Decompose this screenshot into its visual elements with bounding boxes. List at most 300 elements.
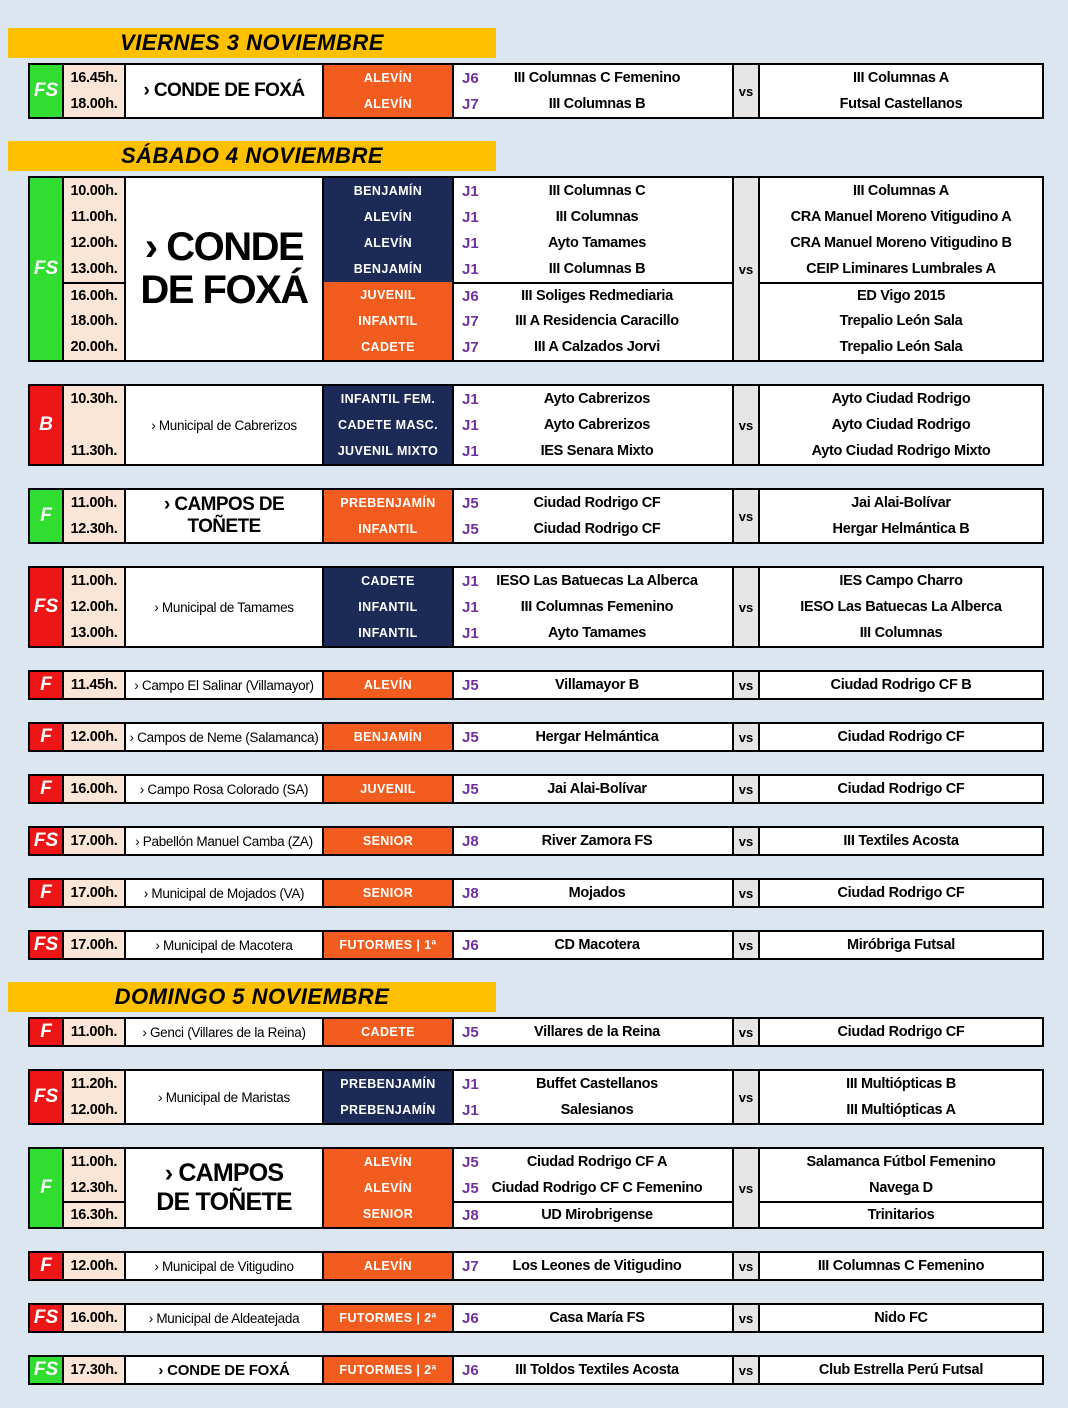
jornada-label: J5 [462,494,479,512]
home-team: Hergar Helmántica [535,729,659,745]
vs-label: vs [734,1019,760,1045]
category-badge: FUTORMES | 1ª [324,932,452,958]
category-badge: PREBENJAMÍN [324,490,452,516]
venue-name [126,828,324,854]
category-badge: CADETE [324,568,452,594]
away-teams-column [760,1019,1042,1045]
home-team: IESO Las Batuecas La Alberca [496,573,698,589]
categories-column [324,880,454,906]
match-block [28,774,1044,804]
match-block [28,176,1044,362]
away-teams-column [760,828,1042,854]
home-teams-column [454,1071,734,1123]
away-team: Miróbriga Futsal [847,937,955,953]
times-column [64,932,126,958]
category-badge: ALEVÍN [324,230,452,256]
time-label: 12.30h. [70,521,118,537]
categories-column [324,776,454,802]
times-column [64,1357,126,1383]
venue-name [126,776,324,802]
venue-line: DE FOXÁ [140,268,308,312]
jornada-label: J6 [462,936,479,954]
away-team: III Columnas A [853,70,949,86]
away-teams-column [760,568,1042,646]
home-team: River Zamora FS [541,833,653,849]
venue-line: › Municipal de Aldeatejada [148,1310,300,1326]
away-team: Trepalio León Sala [839,339,963,355]
vs-label: vs [734,724,760,750]
match-row [454,1097,732,1123]
home-team: Buffet Castellanos [536,1076,658,1092]
home-teams-column [454,932,734,958]
match-row [454,308,732,334]
jornada-label: J6 [462,287,479,305]
jornada-label: J8 [462,1206,479,1224]
categories-column [324,724,454,750]
time-label: 12.00h. [70,1102,118,1118]
times-column [64,828,126,854]
away-teams-column [760,1253,1042,1279]
time-label: 16.00h. [70,781,118,797]
jornada-label: J6 [462,1361,479,1379]
time-label: 11.00h. [70,209,118,225]
time-label: 17.30h. [70,1362,118,1378]
venue-name [126,568,324,646]
away-team: III Columnas C Femenino [817,1258,985,1274]
competition-code-badge: F [30,672,64,698]
venue-name [126,65,324,117]
venue-line: › CONDE DE FOXÁ [158,1361,290,1379]
time-label: 16.00h. [70,1310,118,1326]
jornada-label: J1 [462,234,479,252]
match-row [454,1357,732,1383]
category-badge: SENIOR [324,880,452,906]
home-teams-column [454,386,734,464]
times-column [64,776,126,802]
venue-name [126,1357,324,1383]
time-label: 12.00h. [70,729,118,745]
time-label: 10.00h. [70,183,118,199]
home-team: Los Leones de Vitigudino [512,1258,682,1274]
home-team: Ciudad Rodrigo CF [533,521,661,537]
time-label: 11.45h. [70,677,118,693]
match-row [454,204,732,230]
categories-column [324,1071,454,1123]
time-label: 10.30h. [70,391,118,407]
home-teams-column [454,178,734,360]
venue-name [126,1253,324,1279]
categories-column [324,1253,454,1279]
category-badge: PREBENJAMÍN [324,1071,452,1097]
jornada-label: J7 [462,95,479,113]
competition-code-badge: FS [30,178,64,360]
times-column [64,178,126,360]
match-row [454,1149,732,1175]
vs-label: vs [734,1357,760,1383]
categories-column [324,386,454,464]
away-team: Ayto Ciudad Rodrigo [831,391,971,407]
categories-column [324,932,454,958]
jornada-label: J1 [462,208,479,226]
jornada-label: J1 [462,260,479,278]
competition-code-badge: F [30,1253,64,1279]
home-team: IES Senara Mixto [540,443,654,459]
away-teams-column [760,386,1042,464]
jornada-label: J5 [462,1023,479,1041]
home-teams-column [454,672,734,698]
categories-column [324,1357,454,1383]
category-badge: FUTORMES | 2ª [324,1305,452,1331]
times-column [64,65,126,117]
away-team: Nido FC [874,1310,928,1326]
category-badge: INFANTIL [324,516,452,542]
away-team: CRA Manuel Moreno Vitigudino B [790,235,1012,251]
category-badge: PREBENJAMÍN [324,1097,452,1123]
home-team: Ciudad Rodrigo CF [533,495,661,511]
time-label: 11.00h. [70,1154,118,1170]
home-team: III Soliges Redmediaria [521,288,673,304]
away-teams-column [760,776,1042,802]
match-row [454,620,732,646]
away-teams-column [760,1149,1042,1227]
times-column [64,672,126,698]
venue-line: › CONDE [144,224,304,269]
away-team: III Columnas A [853,183,949,199]
jornada-label: J1 [462,572,479,590]
category-badge: ALEVÍN [324,672,452,698]
time-label: 17.00h. [70,937,118,953]
times-column [64,1253,126,1279]
time-label: 11.00h. [70,573,118,589]
category-badge: INFANTIL [324,594,452,620]
jornada-label: J1 [462,624,479,642]
away-team: CEIP Liminares Lumbrales A [806,261,996,277]
match-row [454,334,732,360]
competition-code-badge: F [30,880,64,906]
times-column [64,1019,126,1045]
category-badge: CADETE MASC. [324,412,452,438]
match-row [454,594,732,620]
jornada-label: J7 [462,338,479,356]
category-badge: ALEVÍN [324,1253,452,1279]
away-team: Ayto Ciudad Rodrigo [831,417,971,433]
home-team: Jai Alai-Bolívar [547,781,647,797]
time-label: 16.30h. [64,1201,124,1227]
jornada-label: J8 [462,832,479,850]
time-label: 13.00h. [70,261,118,277]
match-row [454,438,732,464]
competition-code-badge: B [30,386,64,464]
home-teams-column [454,1357,734,1383]
away-teams-column [760,1305,1042,1331]
away-team: Ciudad Rodrigo CF [837,781,965,797]
home-teams-column [454,880,734,906]
jornada-label: J6 [462,69,479,87]
vs-label: vs [734,1071,760,1123]
venue-name [126,1019,324,1045]
match-row [454,568,732,594]
match-row [454,1253,732,1279]
category-badge: CADETE [324,1019,452,1045]
away-team: III Multiópticas A [846,1102,956,1118]
away-team: Hergar Helmántica B [832,521,970,537]
away-team: Ciudad Rodrigo CF [837,729,965,745]
match-row [454,1201,732,1227]
category-badge: BENJAMÍN [324,256,452,282]
match-row [454,1071,732,1097]
vs-label: vs [734,490,760,542]
day-header: DOMINGO 5 NOVIEMBRE [8,982,496,1012]
category-badge: ALEVÍN [324,204,452,230]
match-row [454,828,732,854]
match-row [454,880,732,906]
home-team: CD Macotera [554,937,640,953]
away-team: III Columnas [859,625,943,641]
match-row [454,1305,732,1331]
away-team: Futsal Castellanos [839,96,963,112]
times-column [64,568,126,646]
jornada-label: J5 [462,676,479,694]
category-badge: SENIOR [324,1201,452,1227]
away-team: III Multiópticas B [846,1076,956,1092]
home-teams-column [454,828,734,854]
vs-label: vs [734,178,760,360]
vs-label: vs [734,672,760,698]
away-team: CRA Manuel Moreno Vitigudino A [790,209,1012,225]
away-teams-column [760,490,1042,542]
away-team: ED Vigo 2015 [760,282,1042,308]
vs-label: vs [734,880,760,906]
away-teams-column [760,178,1042,360]
home-team: III Columnas [555,209,639,225]
match-row [454,230,732,256]
category-badge: BENJAMÍN [324,724,452,750]
time-label: 11.00h. [70,495,118,511]
match-block [28,566,1044,648]
category-badge: BENJAMÍN [324,178,452,204]
venue-name [126,1071,324,1123]
match-row [454,412,732,438]
home-team: III A Residencia Caracillo [515,313,679,329]
venue-line: › CONDE DE FOXÁ [143,80,305,101]
home-team: III Columnas B [548,261,646,277]
time-label: 13.00h. [70,625,118,641]
venue-name [126,490,324,542]
match-row [454,776,732,802]
away-teams-column [760,65,1042,117]
venue-name [126,386,324,464]
home-teams-column [454,490,734,542]
vs-label: vs [734,776,760,802]
home-team: III Columnas Femenino [520,599,674,615]
venue-name [126,672,324,698]
away-team: Ciudad Rodrigo CF [837,1024,965,1040]
home-team: III A Calzados Jorvi [534,339,660,355]
jornada-label: J1 [462,182,479,200]
category-badge: ALEVÍN [324,91,452,117]
jornada-label: J5 [462,1153,479,1171]
venue-line: › Campo Rosa Colorado (SA) [139,781,309,797]
match-row [454,1175,732,1201]
jornada-label: J8 [462,884,479,902]
time-label: 12.00h. [70,1258,118,1274]
home-teams-column [454,65,734,117]
categories-column [324,1305,454,1331]
match-block [28,878,1044,908]
venue-line: › Campos de Neme (Salamanca) [129,729,319,745]
day-header: SÁBADO 4 NOVIEMBRE [8,141,496,171]
venue-line: › Pabellón Manuel Camba (ZA) [135,833,313,849]
match-block [28,930,1044,960]
home-team: Salesianos [560,1102,634,1118]
time-label: 16.00h. [64,282,124,308]
categories-column [324,1019,454,1045]
home-teams-column [454,776,734,802]
away-teams-column [760,724,1042,750]
category-badge: ALEVÍN [324,65,452,91]
home-team: Villares de la Reina [534,1024,660,1040]
away-team: Jai Alai-Bolívar [851,495,951,511]
home-team: Ayto Cabrerizos [543,391,651,407]
category-badge: INFANTIL [324,620,452,646]
day-header: VIERNES 3 NOVIEMBRE [8,28,496,58]
match-row [454,91,732,117]
home-team: III Columnas C Femenino [513,70,681,86]
venue-name [126,178,324,360]
away-teams-column [760,932,1042,958]
jornada-label: J5 [462,780,479,798]
time-label: 11.30h. [70,443,118,459]
match-row [454,386,732,412]
category-badge: SENIOR [324,828,452,854]
category-badge: CADETE [324,334,452,360]
jornada-label: J6 [462,1309,479,1327]
match-row [454,672,732,698]
category-badge: JUVENIL [324,776,452,802]
vs-label: vs [734,828,760,854]
home-team: UD Mirobrigense [541,1207,653,1223]
venue-line: › Municipal de Macotera [155,937,293,953]
venue-name [126,1305,324,1331]
home-team: Mojados [568,885,626,901]
time-label [64,412,124,438]
time-label: 18.00h. [70,96,118,112]
time-label: 18.00h. [70,313,118,329]
venue-line: › Municipal de Maristas [158,1089,290,1105]
time-label: 11.20h. [70,1076,118,1092]
match-row [454,1019,732,1045]
vs-label: vs [734,568,760,646]
away-team: Salamanca Fútbol Femenino [806,1154,996,1170]
competition-code-badge: F [30,490,64,542]
competition-code-badge: FS [30,828,64,854]
match-block [28,670,1044,700]
away-team: IESO Las Batuecas La Alberca [800,599,1002,615]
match-block [28,1251,1044,1281]
home-team: III Columnas B [548,96,646,112]
venue-line: › Genci (Villares de la Reina) [142,1024,306,1040]
venue-name [126,932,324,958]
venue-name [126,724,324,750]
venue-line: › Campo El Salinar (Villamayor) [134,677,314,693]
home-teams-column [454,568,734,646]
category-badge: INFANTIL [324,308,452,334]
away-team: Ciudad Rodrigo CF B [830,677,972,693]
vs-label: vs [734,932,760,958]
category-badge: FUTORMES | 2ª [324,1357,452,1383]
time-label: 17.00h. [70,833,118,849]
away-teams-column [760,672,1042,698]
venue-line: › Municipal de Mojados (VA) [143,885,305,901]
competition-code-badge: FS [30,1305,64,1331]
venue-line: › Municipal de Tamames [154,599,294,615]
match-row [454,65,732,91]
venue-line: DE TOÑETE [156,1188,292,1216]
home-teams-column [454,1305,734,1331]
jornada-label: J5 [462,728,479,746]
venue-line: › CAMPOS DE TOÑETE [163,494,285,537]
match-block [28,826,1044,856]
category-badge: JUVENIL [324,282,452,308]
time-label: 17.00h. [70,885,118,901]
match-row [454,932,732,958]
time-label: 12.00h. [70,235,118,251]
times-column [64,1305,126,1331]
time-label: 12.00h. [70,599,118,615]
competition-code-badge: FS [30,568,64,646]
competition-code-badge: FS [30,932,64,958]
categories-column [324,828,454,854]
match-block [28,1069,1044,1125]
times-column [64,1149,126,1227]
time-label: 16.45h. [70,70,118,86]
category-badge: ALEVÍN [324,1175,452,1201]
category-badge: ALEVÍN [324,1149,452,1175]
times-column [64,880,126,906]
category-badge: JUVENIL MIXTO [324,438,452,464]
vs-label: vs [734,65,760,117]
categories-column [324,672,454,698]
competition-code-badge: F [30,1019,64,1045]
away-teams-column [760,1357,1042,1383]
categories-column [324,1149,454,1227]
match-block [28,384,1044,466]
jornada-label: J7 [462,312,479,330]
competition-code-badge: F [30,776,64,802]
home-team: III Toldos Textiles Acosta [515,1362,679,1378]
time-label: 12.30h. [70,1180,118,1196]
home-team: Casa María FS [549,1310,645,1326]
home-team: Ayto Tamames [548,625,646,641]
vs-label: vs [734,1253,760,1279]
match-row [454,282,732,308]
away-team: IES Campo Charro [839,573,963,589]
match-row [454,256,732,282]
competition-code-badge: FS [30,1071,64,1123]
away-team: Ayto Ciudad Rodrigo Mixto [811,443,991,459]
home-team: Ayto Cabrerizos [543,417,651,433]
vs-label: vs [734,1305,760,1331]
categories-column [324,568,454,646]
match-row [454,724,732,750]
home-team: Ciudad Rodrigo CF C Femenino [491,1180,703,1196]
category-badge: INFANTIL FEM. [324,386,452,412]
away-team: Ciudad Rodrigo CF [837,885,965,901]
jornada-label: J1 [462,1075,479,1093]
categories-column [324,490,454,542]
away-team: Trinitarios [760,1201,1042,1227]
home-team: III Columnas C [548,183,646,199]
